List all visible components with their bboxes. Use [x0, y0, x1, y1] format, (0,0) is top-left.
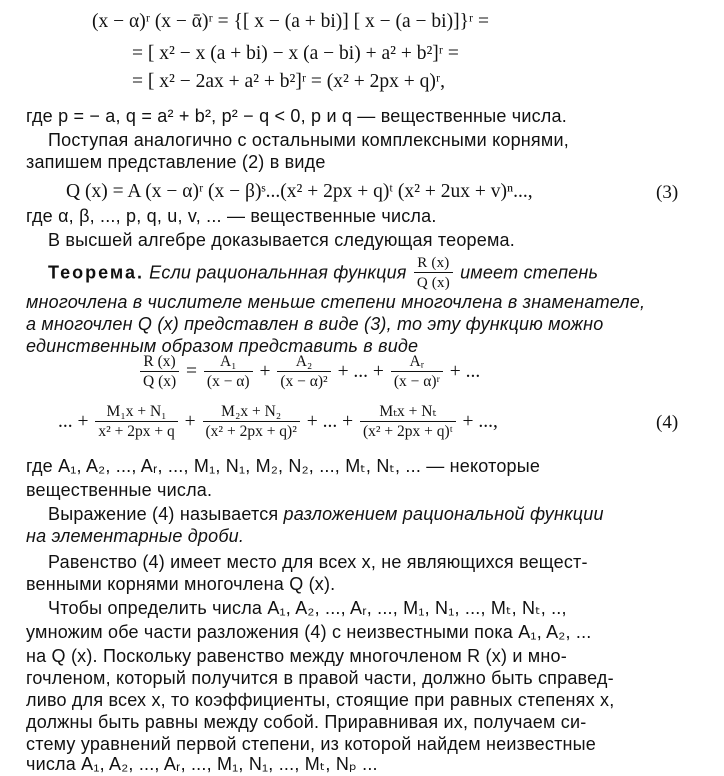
theorem-line-3: а многочлен Q (x) представлен в виде (3), то эту функцию можно [26, 314, 604, 334]
eq4-term-1-denominator: (x − α) [206, 373, 250, 391]
equation-4-number: (4) [656, 412, 679, 433]
theorem-text-a: Если рациональнная функция [149, 262, 407, 283]
eq4-term-1 [204, 353, 253, 392]
paragraph-analogous-line-2: запишем представление (2) в виде [26, 152, 326, 172]
equation-1-line-2: = [ x² − x (a + bi) − x (a − bi) + a² + b²]ʳ = [132, 43, 459, 64]
theorem-line-1 [48, 254, 598, 293]
theorem-label: Теорема. [48, 262, 144, 283]
eq4-term-1-numerator: A₁ [204, 353, 253, 372]
theorem-text-b: имеет степень [460, 262, 599, 283]
eq4-lhs-fraction [140, 353, 179, 392]
paragraph-expression-line-2: на элементарные дроби. [26, 526, 245, 546]
eq4-lhs-denominator: Q (x) [143, 373, 177, 391]
paragraph-higher-algebra: В высшей алгебре доказывается следующая теорема. [48, 230, 515, 250]
theorem-line-2: многочлена в числителе меньше степени многочлена в знаменателе, [26, 292, 646, 312]
paragraph-method-line-8: числа A₁, A₂, ..., Aᵣ, ..., M₁, N₁, ..., Mₜ, Nₚ ... [26, 754, 378, 774]
paragraph-coefficients-line-1: где A₁, A₂, ..., Aᵣ, ..., M₁, N₁, M₂, N₂, ..., Mₜ, Nₜ, ... — некоторые [26, 456, 541, 476]
paragraph-equality-line-2: венными корнями многочлена Q (x). [26, 574, 336, 594]
theorem-line-4: единственным образом представить в виде [26, 336, 419, 356]
paragraph-method-line-6: должны быть равны между собой. Приравнивая их, получаем си- [26, 712, 587, 732]
theorem-fraction-numerator: R (x) [414, 254, 453, 273]
eq4-term-mt [360, 403, 456, 442]
equation-4-line-1: $\frac{R (x)}{Q (x)}$ = $\frac{\text{A₁}}{(x - \alpha)}$ + $\frac{\text{A₂}}{\text{(x − α)²}}$ + ... + $\frac{\text{Aᵣ}}{\text{(x − α)ʳ}}$ + ... [138, 352, 480, 392]
eq4-term-m1 [95, 403, 177, 442]
paragraph-method-line-1: Чтобы определить числа A₁, A₂, ..., Aᵣ, ..., M₁, N₁, ..., Mₜ, Nₜ, .., [48, 598, 567, 618]
eq4-term-r [391, 353, 443, 392]
expression-plain-text: Выражение (4) называется [48, 504, 284, 524]
paragraph-method-line-4: гочленом, который получится в правой части, должно быть справед- [26, 668, 614, 688]
eq4-term-r-denominator: (x − α)ʳ [393, 373, 440, 391]
eq4-term-m2-denominator: (x² + 2px + q)² [205, 423, 297, 441]
expression-italic-text: разложением рациональной функции [283, 504, 604, 524]
equation-4-line-2: ... + $\frac{\text{M₁x + N₁}}{\text{x² + 2px + q}}$ + $\frac{\text{M₂x + N₂}}{\text{(x² + 2px + q)²}}$ + ... + $\frac{\text{Mₜx + Nₜ}}{\text{(x² + 2px + q)ᵗ}}$ + ..., [58, 403, 498, 441]
eq4-term-m1-numerator: M₁x + N₁ [95, 403, 177, 422]
paragraph-method-line-2: умножим обе части разложения (4) с неизвестными пока A₁, A₂, ... [26, 622, 592, 642]
equation-1-line-1: (x − α)ʳ (x − ᾱ)ʳ = {[ x − (a + bi)] [ x − (a − bi)]}ʳ = [92, 11, 490, 32]
equation-1-line-3: = [ x² − 2ax + a² + b²]ʳ = (x² + 2px + q)ʳ, [132, 71, 445, 92]
eq4-term-2 [277, 353, 330, 392]
paragraph-method-line-7: стему уравнений первой степени, из которой найдем неизвестные [26, 734, 597, 754]
eq4-term-r-numerator: Aᵣ [391, 353, 443, 372]
eq4-term-mt-numerator: Mₜx + Nₜ [360, 403, 456, 422]
theorem-fraction [414, 254, 453, 293]
paragraph-real-numbers: где α, β, ..., p, q, u, v, ... — вещественные числа. [26, 206, 437, 226]
eq4-term-m2-numerator: M₂x + N₂ [203, 403, 300, 422]
eq4-term-m2 [203, 403, 300, 442]
paragraph-equality-line-1: Равенство (4) имеет место для всех x, не являющихся вещест- [48, 552, 588, 572]
equation-3: Q (x) = A (x − α)ʳ (x − β)ˢ...(x² + 2px + q)ᵗ (x² + 2ux + v)ⁿ..., [66, 181, 533, 202]
eq4-term-mt-denominator: (x² + 2px + q)ᵗ [363, 423, 453, 441]
paragraph-coefficients-line-2: вещественные числа. [26, 480, 213, 500]
eq4-lhs-numerator: R (x) [140, 353, 179, 372]
paragraph-method-line-3: на Q (x). Поскольку равенство между многочленом R (x) и мно- [26, 646, 567, 666]
paragraph-p-q-definition: где p = − a, q = a² + b², p² − q < 0, p и q — вещественные числа. [26, 106, 567, 126]
theorem-fraction-denominator: Q (x) [416, 275, 450, 291]
eq4-term-m1-denominator: x² + 2px + q [98, 423, 175, 441]
eq4-term-2-numerator: A₂ [277, 353, 330, 372]
equation-3-number: (3) [656, 182, 679, 203]
paragraph-analogous-line-1: Поступая аналогично с остальными комплексными корнями, [48, 130, 569, 150]
paragraph-method-line-5: ливо для всех x, то коэффициенты, стоящие при равных степенях x, [26, 690, 615, 710]
paragraph-expression-line-1 [48, 502, 604, 526]
eq4-term-2-denominator: (x − α)² [280, 373, 328, 391]
